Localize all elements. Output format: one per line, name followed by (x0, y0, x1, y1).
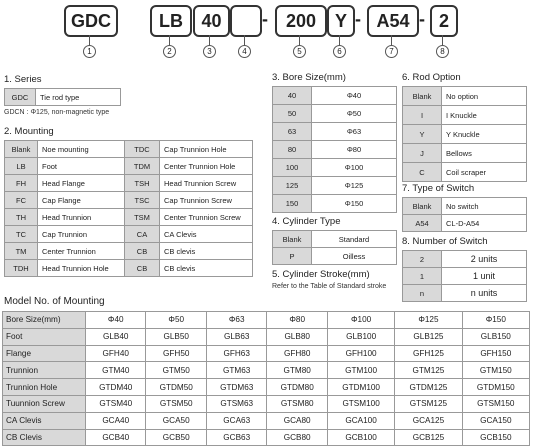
table-cell: GCA80 (267, 412, 327, 429)
table-cell: GCB50 (146, 429, 206, 446)
table-cell: Bellows (442, 144, 527, 163)
table-cell: GLB80 (267, 328, 327, 345)
table-cell: Flange (3, 345, 86, 362)
model-mounting-table (2, 311, 530, 446)
table-cell: 150 (273, 195, 312, 213)
table-cell: 2 units (442, 251, 527, 268)
table-cell: GFH125 (395, 345, 462, 362)
table-row (273, 87, 397, 105)
mounting-table (4, 140, 253, 277)
table-cell: GFH150 (462, 345, 529, 362)
table-cell: Center Trunnion Hole (160, 158, 253, 175)
cylinder-type-table (272, 230, 397, 265)
table-cell: I (403, 106, 442, 125)
table-row (3, 312, 530, 329)
table-cell: TDH (5, 260, 38, 277)
table-row (403, 106, 527, 125)
table-cell: GCA150 (462, 412, 529, 429)
table-cell: GLB40 (86, 328, 146, 345)
table-row (273, 105, 397, 123)
table-cell: GTSM150 (462, 395, 529, 412)
table-cell: 50 (273, 105, 312, 123)
table-cell: TH (5, 209, 38, 226)
table-cell: Trunnion (3, 362, 86, 379)
table-cell: TDM (125, 158, 160, 175)
table-cell: GTSM40 (86, 395, 146, 412)
table-cell: GLB63 (206, 328, 266, 345)
table-row (403, 87, 527, 106)
table-cell: TM (5, 243, 38, 260)
table-cell: Φ50 (312, 105, 397, 123)
table-cell: n units (442, 285, 527, 302)
table-row (5, 158, 253, 175)
table-cell: GCB40 (86, 429, 146, 446)
table-cell: GCB80 (267, 429, 327, 446)
table-row (273, 123, 397, 141)
table-cell: TSM (125, 209, 160, 226)
table-cell: Foot (3, 328, 86, 345)
table-cell: CB clevis (160, 260, 253, 277)
circle-number-4: 4 (238, 45, 251, 58)
table-cell: Foot (38, 158, 125, 175)
table-cell: TC (5, 226, 38, 243)
table-cell: n (403, 285, 442, 302)
table-cell: Φ50 (146, 312, 206, 329)
bore-size-table (272, 86, 397, 213)
circle-number-1: 1 (83, 45, 96, 58)
table-cell: Cap Trunnion (38, 226, 125, 243)
table-cell: Blank (403, 198, 442, 215)
switch-number-table (402, 250, 527, 302)
table-cell: GTDM63 (206, 379, 266, 396)
series-title: 1. Series (4, 74, 42, 85)
table-cell: Φ80 (312, 141, 397, 159)
series-note: GDCN : Φ125, non-magnetic type (4, 109, 110, 116)
table-cell: GLB125 (395, 328, 462, 345)
table-cell: GCA100 (327, 412, 394, 429)
switch-type-table (402, 197, 527, 232)
table-cell: No switch (442, 198, 527, 215)
table-cell: GTM50 (146, 362, 206, 379)
table-cell: A54 (403, 215, 442, 232)
table-row (403, 125, 527, 144)
switch-number-title: 8. Number of Switch (402, 236, 488, 247)
table-cell: 125 (273, 177, 312, 195)
code-box-cylinder-type (230, 5, 262, 37)
table-cell: 2 (403, 251, 442, 268)
table-cell: Cap Trunnion Screw (160, 192, 253, 209)
table-row (5, 243, 253, 260)
table-cell: I Knuckle (442, 106, 527, 125)
table-row (5, 260, 253, 277)
circle-number-5: 5 (293, 45, 306, 58)
table-cell: GFH63 (206, 345, 266, 362)
table-cell: GTM150 (462, 362, 529, 379)
circle-number-2: 2 (163, 45, 176, 58)
table-cell: Head Trunnion Screw (160, 175, 253, 192)
code-dash-1: - (262, 9, 268, 29)
table-row (403, 285, 527, 302)
table-cell: CA Clevis (160, 226, 253, 243)
table-cell: Φ100 (312, 159, 397, 177)
table-row (3, 412, 530, 429)
circle-number-6: 6 (333, 45, 346, 58)
table-cell: 40 (273, 87, 312, 105)
table-cell: GCA50 (146, 412, 206, 429)
table-cell: Blank (5, 141, 38, 158)
table-cell: CB (125, 260, 160, 277)
table-cell: GTDM150 (462, 379, 529, 396)
table-cell: Y Knuckle (442, 125, 527, 144)
code-box-stroke: 200 (275, 5, 327, 37)
table-row (5, 175, 253, 192)
table-cell: CA (125, 226, 160, 243)
table-cell: GCB150 (462, 429, 529, 446)
table-cell: GFH50 (146, 345, 206, 362)
table-cell: Φ150 (462, 312, 529, 329)
table-cell: 100 (273, 159, 312, 177)
code-box-series: GDC (64, 5, 118, 37)
table-cell: GFH80 (267, 345, 327, 362)
table-cell: GTDM100 (327, 379, 394, 396)
table-cell: TSC (125, 192, 160, 209)
table-cell: Φ80 (267, 312, 327, 329)
table-cell: GTDM40 (86, 379, 146, 396)
series-code: GDC (5, 89, 36, 106)
table-row (5, 141, 253, 158)
table-cell: 1 (403, 268, 442, 285)
table-cell: Trunnion Hole (3, 379, 86, 396)
table-row (273, 159, 397, 177)
cylinder-stroke-title: 5. Cylinder Stroke(mm) (272, 269, 370, 280)
table-cell: Head Flange (38, 175, 125, 192)
table-cell: GCB100 (327, 429, 394, 446)
circle-number-3: 3 (203, 45, 216, 58)
table-cell: Head Trunnion Hole (38, 260, 125, 277)
table-row (403, 251, 527, 268)
table-cell: CL-D-A54 (442, 215, 527, 232)
table-cell: Tuunnion Screw (3, 395, 86, 412)
table-cell: GCB125 (395, 429, 462, 446)
table-row (3, 379, 530, 396)
table-cell: Standard (312, 231, 397, 248)
table-cell: GTM100 (327, 362, 394, 379)
rod-option-table (402, 86, 527, 182)
table-cell: GTM40 (86, 362, 146, 379)
table-row (403, 215, 527, 232)
cylinder-stroke-note: Refer to the Table of Standard stroke (272, 283, 387, 290)
table-row (3, 328, 530, 345)
table-cell: Φ40 (86, 312, 146, 329)
table-cell: GTM63 (206, 362, 266, 379)
table-cell: Center Trunnion (38, 243, 125, 260)
cylinder-type-title: 4. Cylinder Type (272, 216, 341, 227)
table-cell: FH (5, 175, 38, 192)
table-cell: GFH100 (327, 345, 394, 362)
mounting-title: 2. Mounting (4, 126, 54, 137)
table-cell: Cap Flange (38, 192, 125, 209)
table-cell: GTM80 (267, 362, 327, 379)
table-cell: CB clevis (160, 243, 253, 260)
table-cell: Oilless (312, 248, 397, 265)
table-cell: GCA63 (206, 412, 266, 429)
rod-option-title: 6. Rod Option (402, 72, 461, 83)
table-cell: 1 unit (442, 268, 527, 285)
table-cell: Center Trunnion Screw (160, 209, 253, 226)
table-row (273, 195, 397, 213)
table-cell: LB (5, 158, 38, 175)
table-cell: GFH40 (86, 345, 146, 362)
series-table (4, 88, 121, 106)
table-cell: C (403, 163, 442, 182)
table-row (3, 395, 530, 412)
table-row (5, 209, 253, 226)
table-cell: GTSM50 (146, 395, 206, 412)
table-cell: CA Clevis (3, 412, 86, 429)
table-cell: GLB100 (327, 328, 394, 345)
table-cell: P (273, 248, 312, 265)
code-box-switch-number: 2 (430, 5, 458, 37)
table-cell: GLB50 (146, 328, 206, 345)
table-cell: FC (5, 192, 38, 209)
table-cell: Coil scraper (442, 163, 527, 182)
table-cell: Noe mounting (38, 141, 125, 158)
table-row (403, 163, 527, 182)
bore-size-title: 3. Bore Size(mm) (272, 72, 346, 83)
table-cell: 63 (273, 123, 312, 141)
table-cell: GTDM80 (267, 379, 327, 396)
circle-number-8: 8 (436, 45, 449, 58)
table-cell: Φ125 (312, 177, 397, 195)
table-row (273, 248, 397, 265)
table-cell: Blank (273, 231, 312, 248)
table-cell: GCA125 (395, 412, 462, 429)
table-cell: Φ150 (312, 195, 397, 213)
table-cell: Bore Size(mm) (3, 312, 86, 329)
table-cell: No option (442, 87, 527, 106)
model-mounting-title: Model No. of Mounting (4, 296, 105, 307)
table-row (3, 345, 530, 362)
table-cell: GTSM63 (206, 395, 266, 412)
circle-number-7: 7 (385, 45, 398, 58)
code-box-switch-type: A54 (367, 5, 419, 37)
table-cell: 80 (273, 141, 312, 159)
table-cell: J (403, 144, 442, 163)
table-cell: CB (125, 243, 160, 260)
table-cell: GTSM80 (267, 395, 327, 412)
table-cell: TSH (125, 175, 160, 192)
table-cell: GTM125 (395, 362, 462, 379)
table-cell: GTDM50 (146, 379, 206, 396)
table-cell: Blank (403, 87, 442, 106)
switch-type-title: 7. Type of Switch (402, 183, 475, 194)
code-dash-2: - (355, 9, 361, 29)
table-cell: Φ40 (312, 87, 397, 105)
table-row (273, 141, 397, 159)
table-row (403, 144, 527, 163)
table-cell: Φ100 (327, 312, 394, 329)
table-cell: GCB63 (206, 429, 266, 446)
table-cell: TDC (125, 141, 160, 158)
table-cell: Φ125 (395, 312, 462, 329)
series-desc: Tie rod type (36, 89, 121, 106)
table-row (3, 429, 530, 446)
table-cell: CB Clevis (3, 429, 86, 446)
table-row (5, 226, 253, 243)
table-row (403, 268, 527, 285)
table-cell: GTSM100 (327, 395, 394, 412)
code-box-rod-option: Y (327, 5, 355, 37)
table-row (3, 362, 530, 379)
table-row (273, 231, 397, 248)
table-cell: Y (403, 125, 442, 144)
table-cell: Head Trunnion (38, 209, 125, 226)
table-cell: GLB150 (462, 328, 529, 345)
code-dash-3: - (419, 9, 425, 29)
table-cell: GCA40 (86, 412, 146, 429)
table-row (403, 198, 527, 215)
table-cell: Cap Trunnion Hole (160, 141, 253, 158)
code-box-bore: 40 (193, 5, 230, 37)
table-row (5, 192, 253, 209)
table-row (273, 177, 397, 195)
table-cell: Φ63 (312, 123, 397, 141)
code-box-mounting: LB (150, 5, 192, 37)
table-cell: GTSM125 (395, 395, 462, 412)
table-cell: Φ63 (206, 312, 266, 329)
table-cell: GTDM125 (395, 379, 462, 396)
